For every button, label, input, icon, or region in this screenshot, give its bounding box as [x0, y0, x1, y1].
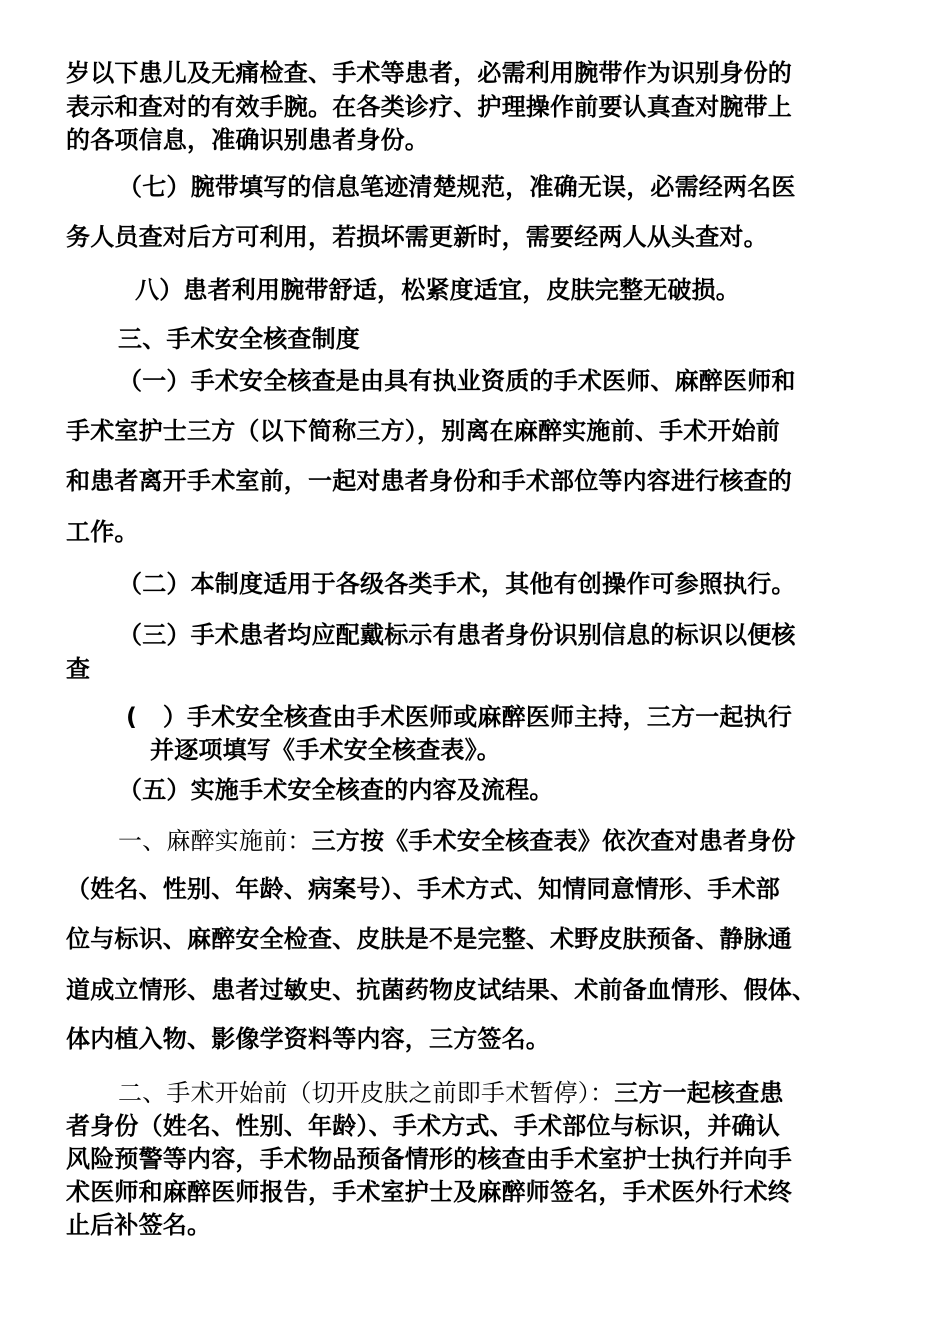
- paragraph-line: 八）患者利用腕带舒适，松紧度适宜，皮肤完整无破损。: [135, 276, 740, 304]
- paragraph-line: （三）手术患者均应配戴标示有患者身份识别信息的标识以便核: [118, 621, 796, 649]
- paragraph-line: 止后补签名。: [66, 1211, 212, 1239]
- section-two-label: 二、手术开始前（切开皮肤之前即手术暂停）：: [118, 1079, 615, 1107]
- paragraph-line: 术医师和麻醉医师报告，手术室护士及麻醉师签名，手术医外行术终: [66, 1178, 792, 1206]
- paragraph-line: （五）实施手术安全核查的内容及流程。: [118, 776, 554, 804]
- section-one-label: 一、麻醉实施前：: [118, 827, 312, 855]
- paragraph-line: 手术室护士三方（以下简称三方），别离在麻醉实施前、手术开始前: [66, 417, 780, 445]
- paragraph-line: 并逐项填写《手术安全核查表》。: [150, 736, 501, 764]
- paragraph-line: 查: [66, 655, 91, 683]
- paragraph-line: 风险预警等内容，手术物品预备情形的核查由手术室护士执行并向手: [66, 1145, 792, 1173]
- paragraph-line: （姓名、性别、年龄、病案号）、手术方式、知情同意情形、手术部: [66, 875, 780, 903]
- paragraph-line: 者身份（姓名、性别、年龄）、手术方式、手术部位与标识，并确认: [66, 1112, 780, 1140]
- paragraph-line: 的各项信息，准确识别患者身份。: [66, 126, 429, 154]
- paragraph-line: [118, 1078, 784, 1108]
- section-two-text: 三方一起核查患: [614, 1079, 784, 1107]
- paragraph-line: 表示和查对的有效手腕。在各类诊疗、护理操作前要认真查对腕带上: [66, 93, 792, 121]
- paragraph-line: 工作。: [66, 518, 139, 546]
- paragraph-line: 道成立情形、患者过敏史、抗菌药物皮试结果、术前备血情形、假体、: [66, 976, 817, 1004]
- paragraph-line: （七）腕带填写的信息笔迹清楚规范，准确无误，必需经两名医: [118, 173, 796, 201]
- paragraph-line: 务人员查对后方可利用，若损坏需更新时，需要经两人从头查对。: [66, 223, 768, 251]
- paragraph-line: 位与标识、麻醉安全检查、皮肤是不是完整、术野皮肤预备、静脉通: [66, 925, 792, 953]
- paragraph-line: 和患者离开手术室前，一起对患者身份和手术部位等内容进行核查的: [66, 467, 792, 495]
- paragraph-line: [118, 826, 796, 856]
- paragraph-line: （一）手术安全核查是由具有执业资质的手术医师、麻醉医师和: [118, 367, 796, 395]
- section-heading: 三、手术安全核查制度: [118, 325, 360, 353]
- paragraph-line: （二）本制度适用于各级各类手术，其他有创操作可参照执行。: [118, 570, 796, 598]
- paragraph-line: 体内植入物、影像学资料等内容，三方签名。: [66, 1025, 550, 1053]
- paragraph-line: ( ）手术安全核查由手术医师或麻醉医师主持，三方一起执行: [126, 703, 793, 731]
- paragraph-line: 岁以下患儿及无痛检查、手术等患者，必需利用腕带作为识别身份的: [66, 59, 792, 87]
- section-one-text: 三方按《手术安全核查表》依次查对患者身份: [311, 827, 796, 855]
